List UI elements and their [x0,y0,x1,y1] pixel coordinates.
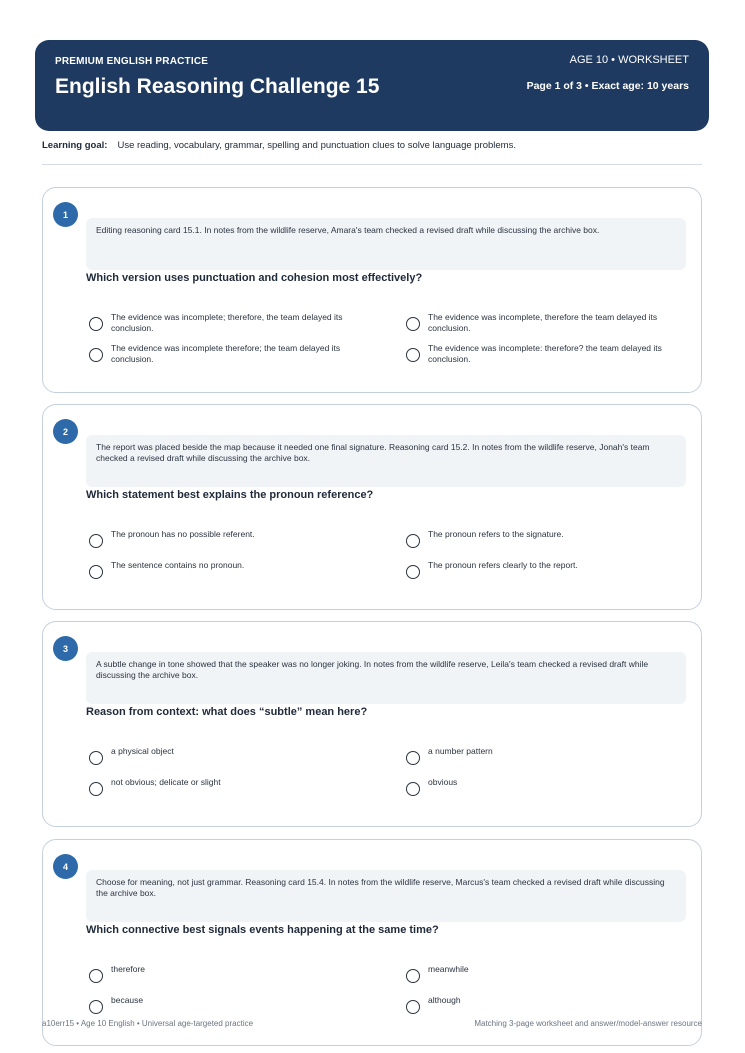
radio-button[interactable] [406,1000,420,1014]
answer-option-b[interactable] [406,746,696,765]
answer-option-c[interactable] [89,560,379,579]
learning-goal-text: Use reading, vocabulary, grammar, spelling and punctuation clues to solve language problems. [117,140,516,151]
question-prompt: Which version uses punctuation and cohesion most effectively? [86,272,423,284]
question-stem: Choose for meaning, not just grammar. Reasoning card 15.4. In notes from the wildlife reserve, Marcus's team checked a revised draft while discussing the archive box. [86,870,686,922]
footer-left: a10err15 • Age 10 English • Universal age-targeted practice [42,1019,254,1028]
option-label: obvious [428,777,458,787]
radio-button[interactable] [406,565,420,579]
radio-button[interactable] [89,1000,103,1014]
page-title: English Reasoning Challenge 15 [55,75,380,98]
option-label: The evidence was incomplete; therefore, the team delayed its conclusion. [111,312,343,333]
answer-option-a[interactable] [89,964,379,983]
answer-option-d[interactable] [406,343,696,365]
option-label: The pronoun refers clearly to the report. [428,560,578,570]
answer-option-a[interactable] [89,746,379,765]
question-stem: A subtle change in tone showed that the speaker was no longer joking. In notes from the wildlife reserve, Leila's team checked a revised draft while discussing the archive box. [86,652,686,704]
question-card-1 [42,187,702,393]
option-label: The pronoun refers to the signature. [428,529,564,539]
option-label: The pronoun has no possible referent. [111,529,255,539]
option-label: because [111,995,144,1005]
page-indicator: Page 1 of 3 • Exact age: 10 years [526,80,689,92]
age-worksheet-label: AGE 10 • WORKSHEET [569,54,689,66]
answer-option-d[interactable] [406,777,696,796]
divider [42,164,702,165]
question-number-badge: 3 [53,636,78,661]
radio-button[interactable] [89,565,103,579]
question-number-badge: 1 [53,202,78,227]
answer-option-b[interactable] [406,964,696,983]
answer-option-d[interactable] [406,995,696,1014]
radio-button[interactable] [406,348,420,362]
option-label: although [428,995,461,1005]
brand-label: PREMIUM ENGLISH PRACTICE [55,56,209,67]
option-label: therefore [111,964,146,974]
answer-option-b[interactable] [406,529,696,548]
radio-button[interactable] [406,534,420,548]
question-number-badge: 2 [53,419,78,444]
answer-option-d[interactable] [406,560,696,579]
option-label: The evidence was incomplete: therefore? the team delayed its conclusion. [428,343,662,364]
question-stem: The report was placed beside the map because it needed one final signature. Reasoning card 15.2. In notes from the wildlife reserve, Jonah's team checked a revised draft while discussing the archive box. [86,435,686,487]
radio-button[interactable] [406,969,420,983]
radio-button[interactable] [406,782,420,796]
option-label: The evidence was incomplete therefore; the team delayed its conclusion. [111,343,341,364]
question-prompt: Which connective best signals events happening at the same time? [86,924,439,936]
answer-option-c[interactable] [89,995,379,1014]
radio-button[interactable] [89,348,103,362]
radio-button[interactable] [89,534,103,548]
option-label: not obvious; delicate or slight [111,777,221,787]
radio-button[interactable] [89,782,103,796]
option-label: The sentence contains no pronoun. [111,560,245,570]
question-prompt: Which statement best explains the pronoun reference? [86,489,374,501]
learning-goal [42,140,516,151]
footer-right: Matching 3-page worksheet and answer/model-answer resource [474,1019,702,1028]
question-card-3 [42,621,702,827]
radio-button[interactable] [406,317,420,331]
option-label: a physical object [111,746,174,756]
question-number-badge: 4 [53,854,78,879]
question-prompt: Reason from context: what does “subtle” mean here? [86,706,368,718]
option-label: The evidence was incomplete, therefore the team delayed its conclusion. [428,312,658,333]
question-card-2 [42,404,702,610]
option-label: meanwhile [428,964,469,974]
answer-option-a[interactable] [89,529,379,548]
answer-option-c[interactable] [89,777,379,796]
question-stem: Editing reasoning card 15.1. In notes from the wildlife reserve, Amara's team checked a revised draft while discussing the archive box. [86,218,686,270]
radio-button[interactable] [89,751,103,765]
answer-option-b[interactable] [406,312,696,334]
answer-option-a[interactable] [89,312,379,334]
answer-option-c[interactable] [89,343,379,365]
question-card-4 [42,839,702,1046]
learning-goal-label: Learning goal: [42,140,108,151]
worksheet-header [35,40,709,131]
radio-button[interactable] [89,317,103,331]
radio-button[interactable] [406,751,420,765]
radio-button[interactable] [89,969,103,983]
option-label: a number pattern [428,746,493,756]
